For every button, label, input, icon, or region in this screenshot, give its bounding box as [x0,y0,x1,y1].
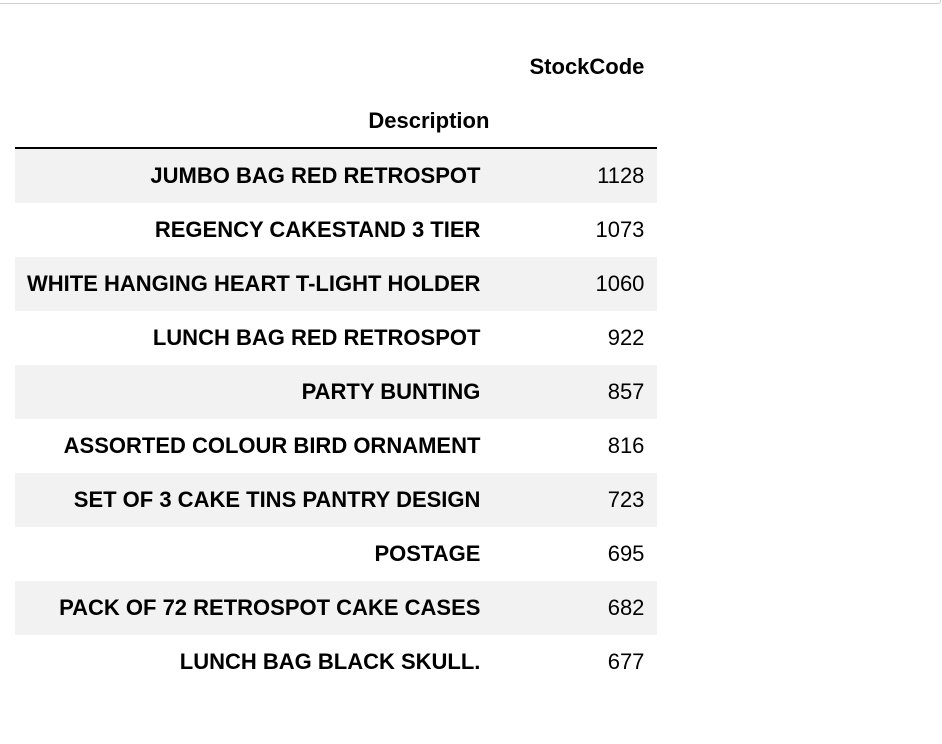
table-row [15,148,657,203]
row-stockcode-count: 1128 [597,163,645,188]
output-cell-border [0,0,941,4]
row-stockcode-count: 1073 [595,217,645,242]
table-row [15,257,657,311]
row-description: WHITE HANGING HEART T-LIGHT HOLDER [27,271,481,296]
index-name-description: Description [15,94,502,148]
table-row [15,419,657,473]
blank-header-cell [502,94,657,148]
table-row [15,203,657,257]
row-stockcode-count: 857 [607,379,645,404]
table-row [15,581,657,635]
row-stockcode-count: 677 [607,649,645,674]
row-description: REGENCY CAKESTAND 3 TIER [154,217,481,242]
row-description: POSTAGE [374,541,481,566]
row-stockcode-count: 922 [607,325,645,350]
column-header-row [15,40,657,94]
row-stockcode-count: 682 [607,595,645,620]
table-row [15,527,657,581]
table-row [15,365,657,419]
index-header-row [15,94,657,148]
row-description: LUNCH BAG BLACK SKULL. [179,649,481,674]
table-row [15,311,657,365]
blank-header-cell [15,40,502,94]
row-description: LUNCH BAG RED RETROSPOT [152,325,481,350]
dataframe-table [15,40,657,689]
row-description: PARTY BUNTING [301,379,481,404]
column-header-stockcode: StockCode [529,54,645,79]
row-stockcode-count: 816 [607,433,645,458]
row-description: ASSORTED COLOUR BIRD ORNAMENT [63,433,481,458]
table-row [15,635,657,689]
row-stockcode-count: 1060 [595,271,645,296]
row-description: PACK OF 72 RETROSPOT CAKE CASES [59,595,481,620]
row-description: JUMBO BAG RED RETROSPOT [150,163,481,188]
row-stockcode-count: 695 [607,541,645,566]
row-stockcode-count: 723 [607,487,645,512]
row-description: SET OF 3 CAKE TINS PANTRY DESIGN [73,487,481,512]
table-row [15,473,657,527]
